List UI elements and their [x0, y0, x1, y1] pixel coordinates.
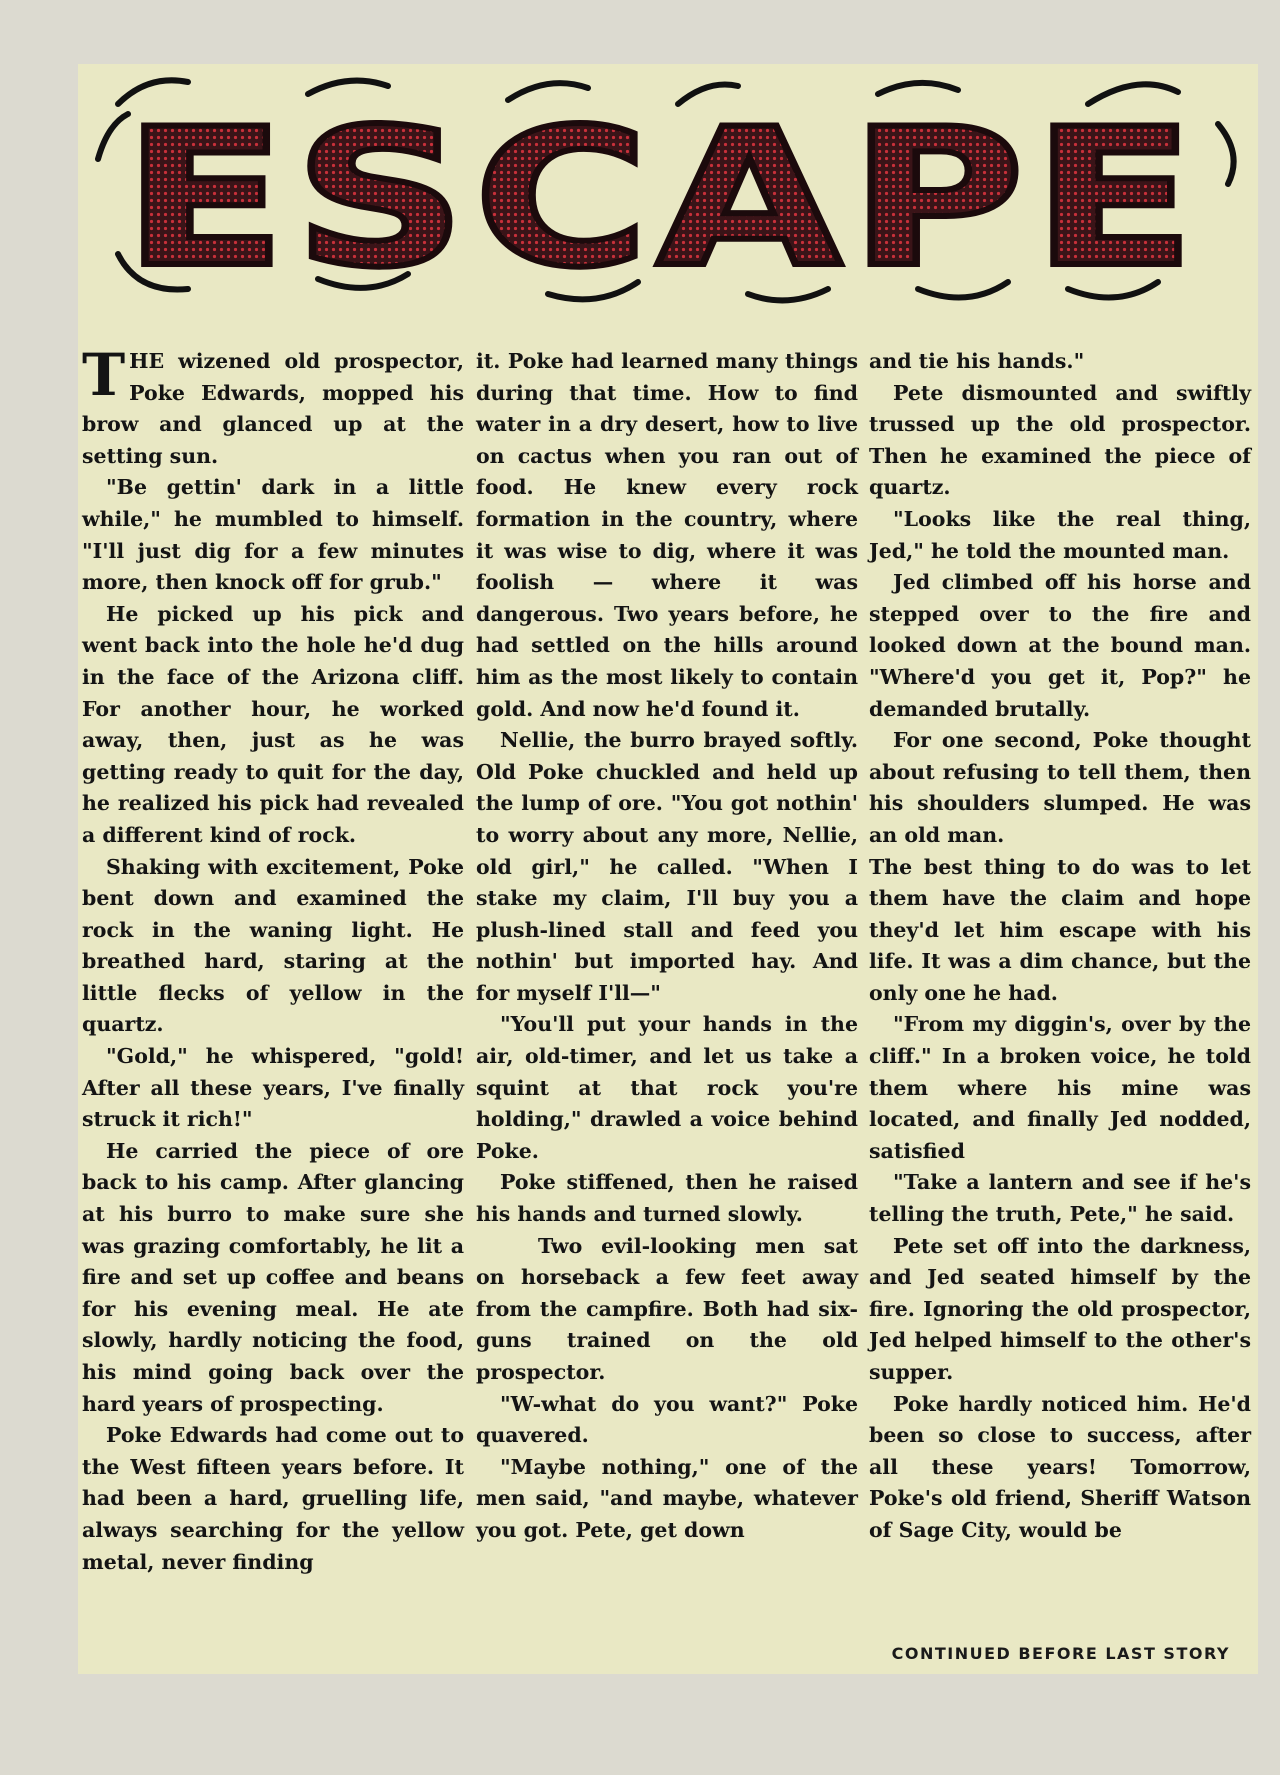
- paragraph: Two evil-looking men sat on horseback a few feet away from the campfire. Both had six-guns trained on the old prospector.: [476, 1233, 858, 1384]
- paragraph: For one second, Poke thought about refusing to tell them, then his shoulders slumped. He was an old man.: [869, 728, 1251, 847]
- paragraph: "Take a lantern and see if he's telling the truth, Pete," he said.: [869, 1170, 1251, 1227]
- paragraph: "Be gettin' dark in a little while," he mumbled to himself. "I'll just dig for a few minutes more, then knock off for grub.": [82, 475, 464, 595]
- paragraph: The best thing to do was to let them have the claim and hope they'd let him escape with his life. It was a dim chance, but the only one he had.: [869, 854, 1251, 1005]
- paragraph: [82, 341, 464, 472]
- text-column-3: [869, 346, 1251, 1547]
- paragraph: and tie his hands.": [869, 349, 1085, 373]
- text-column-2: [476, 346, 858, 1547]
- paragraph: "Gold," he whispered, "gold! After all these years, I've finally struck it rich!": [82, 1044, 464, 1132]
- paragraph: "Maybe nothing," one of the men said, "and maybe, whatever you got. Pete, get down: [476, 1454, 858, 1542]
- paragraph: Jed climbed off his horse and stepped over to the fire and looked down at the bound man. "Where'd you get it, Pop?" he demanded brutally.: [869, 570, 1251, 721]
- paragraph: Poke stiffened, then he raised his hands and turned slowly.: [476, 1170, 858, 1227]
- story-title: [78, 64, 1258, 319]
- text-column-1: [82, 341, 464, 1578]
- paragraph: "Looks like the real thing, Jed," he told the mounted man.: [869, 506, 1251, 563]
- story-page: [78, 64, 1258, 1674]
- drop-cap: T: [82, 341, 126, 409]
- paragraph-text: HE wizened old prospector, Poke Edwards, mopped his brow and glanced up at the setting sun.: [82, 349, 464, 468]
- paragraph: "W-what do you want?" Poke quavered.: [476, 1391, 858, 1448]
- continued-note: CONTINUED BEFORE LAST STORY: [891, 1644, 1230, 1663]
- paragraph: He carried the piece of ore back to his camp. After glancing at his burro to make sure she was grazing comfortably, he lit a fire and set up coffee and beans for his evening meal. He ate slowly, hardly noticing the food, his mind going back over the hard years of prospecting.: [82, 1138, 464, 1416]
- paragraph: Pete dismounted and swiftly trussed up the old prospector. Then he examined the piece of quartz.: [869, 380, 1251, 500]
- paragraph: Poke hardly noticed him. He'd been so close to success, after all these years! Tomorrow, Poke's old friend, Sheriff Watson of Sage City, would be: [869, 1391, 1251, 1542]
- paragraph: Poke Edwards had come out to the West fifteen years before. It had been a hard, gruelling life, always searching for the yellow metal, never finding: [82, 1423, 464, 1574]
- paragraph: Shaking with excitement, Poke bent down and examined the rock in the waning light. He breathed hard, staring at the little flecks of yellow in the quartz.: [82, 854, 464, 1037]
- paragraph: Nellie, the burro brayed softly. Old Poke chuckled and held up the lump of ore. "You got nothin' to worry about any more, Nellie, old girl," he called. "When I stake my claim, I'll buy you a plush-lined stall and feed you nothin' but imported hay. And for myself I'll—": [476, 728, 858, 1005]
- paragraph: "From my diggin's, over by the cliff." In a broken voice, he told them where his mine was located, and finally Jed nodded, satisfied: [869, 1012, 1251, 1163]
- paragraph: Pete set off into the darkness, and Jed seated himself by the fire. Ignoring the old prospector, Jed helped himself to the other's supper.: [869, 1233, 1251, 1384]
- title-lettering: [78, 64, 1258, 319]
- paragraph: it. Poke had learned many things during that time. How to find water in a dry desert, how to live on cactus when you ran out of food. He knew every rock formation in the country, where it was wise to dig, where it was foolish — where it was dangerous. Two years before, he had settled on the hills around him as the most likely to contain gold. And now he'd found it.: [476, 349, 858, 721]
- paragraph: He picked up his pick and went back into the hole he'd dug in the face of the Arizona cliff. For another hour, he worked away, then, just as he was getting ready to quit for the day, he realized his pick had revealed a different kind of rock.: [82, 601, 464, 847]
- title-text: ESCAPE: [123, 88, 1203, 309]
- paragraph: "You'll put your hands in the air, old-timer, and let us take a squint at that rock you're holding," drawled a voice behind Poke.: [476, 1012, 858, 1163]
